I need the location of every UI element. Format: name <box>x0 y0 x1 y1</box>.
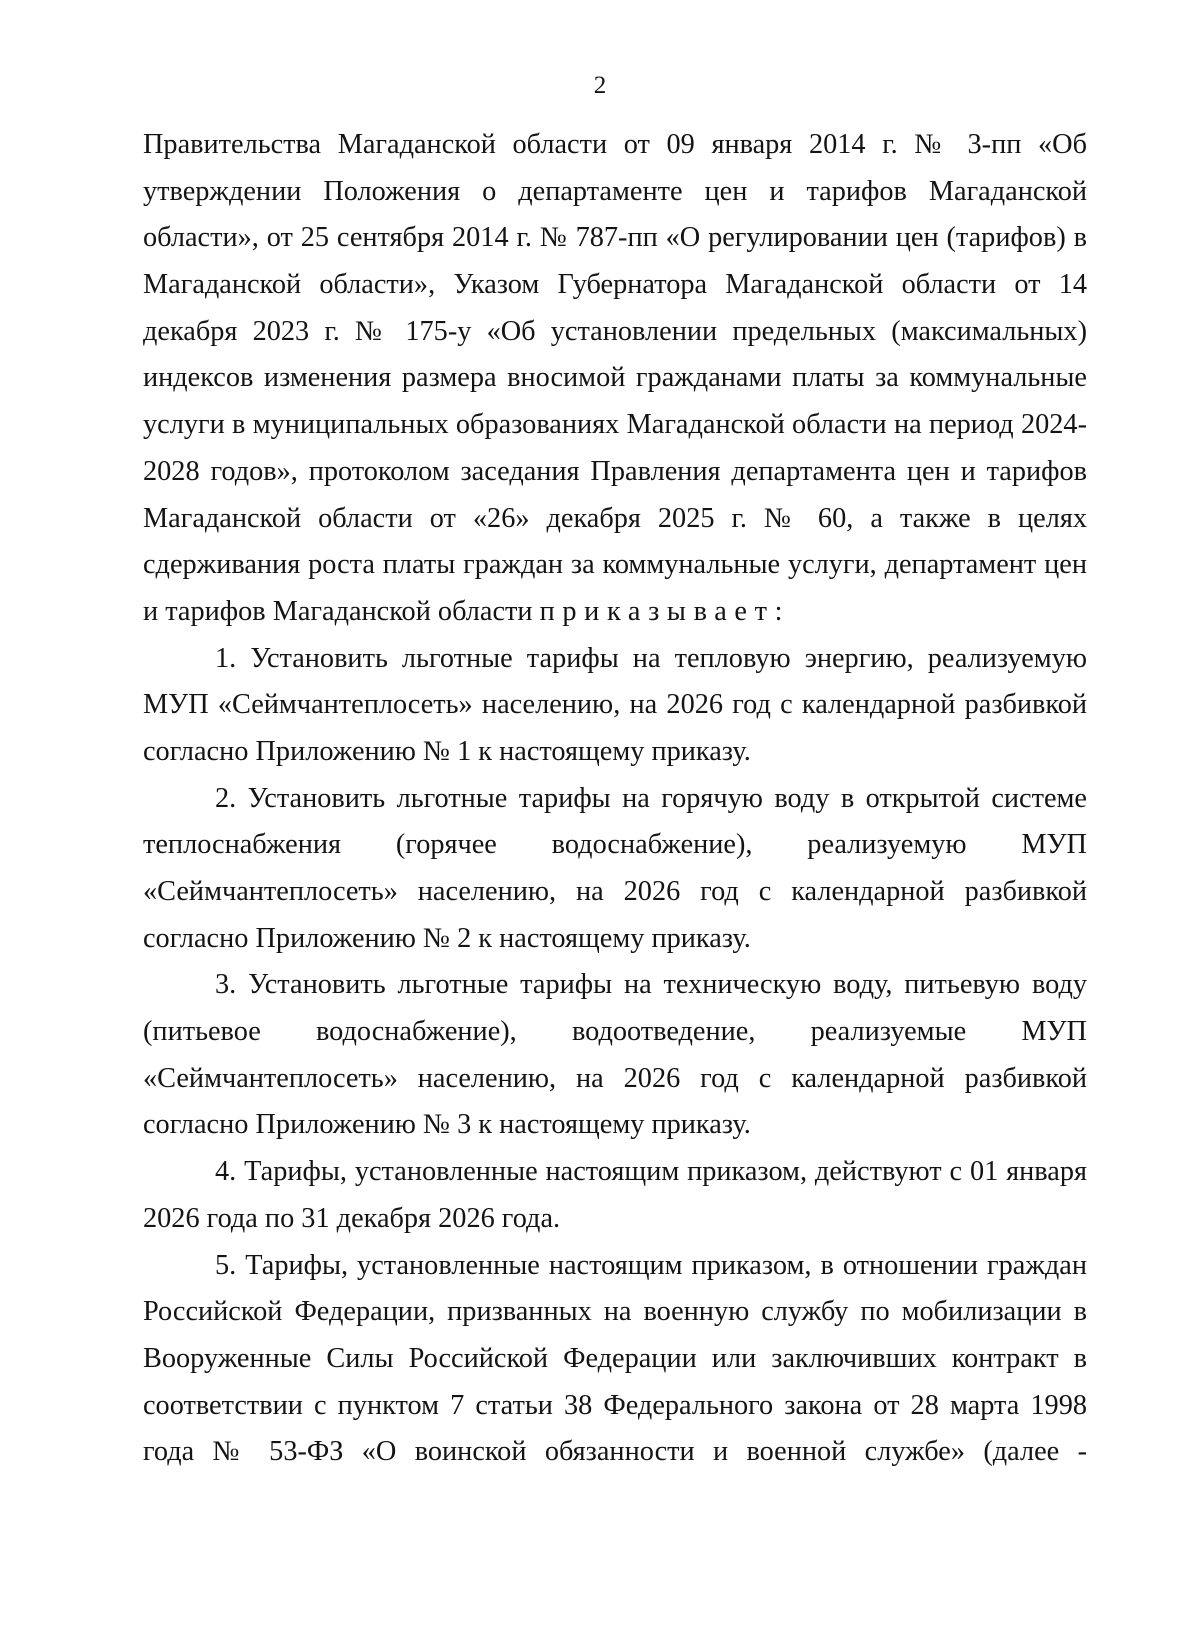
text-line <box>143 869 1087 916</box>
text-line <box>143 1243 1087 1290</box>
text-line-content: индексов изменения размера вносимой гражданами платы за коммунальные <box>143 362 1087 394</box>
text-line-content: 4. Тарифы, установленные настоящим приказом, действуют с 01 января <box>215 1156 1087 1188</box>
text-line <box>143 916 1087 963</box>
text-line <box>143 589 1087 636</box>
order-keyword: приказывает: <box>539 595 791 627</box>
text-line-content: Вооруженные Силы Российской Федерации или заключивших контракт в <box>143 1342 1087 1374</box>
text-line <box>143 729 1087 776</box>
text-line-content: согласно Приложению № 1 к настоящему приказу. <box>143 735 751 767</box>
text-line-content: Правительства Магаданской области от 09 января 2014 г. № 3-пп «Об <box>143 129 1087 160</box>
text-line-content: согласно Приложению № 3 к настоящему приказу. <box>143 1109 751 1141</box>
text-line-content: «Сеймчантеплосеть» населению, на 2026 год с календарной разбивкой <box>143 876 1087 907</box>
text-line <box>143 449 1087 496</box>
text-line <box>143 776 1087 823</box>
text-line <box>143 1102 1087 1149</box>
text-line-content: и тарифов Магаданской области <box>143 595 533 627</box>
text-line-content: согласно Приложению № 2 к настоящему приказу. <box>143 922 751 954</box>
text-line-content: утверждении Положения о департаменте цен и тарифов Магаданской <box>143 175 1087 207</box>
text-line-content: 2026 года по 31 декабря 2026 года. <box>143 1202 561 1234</box>
text-line <box>143 496 1087 543</box>
text-line-content: услуги в муниципальных образованиях Магаданской области на период 2024- <box>143 409 1087 441</box>
text-line <box>143 122 1087 169</box>
text-line-content: соответствии с пунктом 7 статьи 38 Федерального закона от 28 марта 1998 <box>143 1389 1087 1421</box>
text-line-content: 1. Установить льготные тарифы на тепловую энергию, реализуемую <box>215 642 1087 674</box>
page-number: 2 <box>593 72 607 99</box>
text-line-content: 3. Установить льготные тарифы на техническую воду, питьевую воду <box>215 969 1087 1001</box>
text-line <box>143 1289 1087 1336</box>
text-line <box>143 402 1087 449</box>
text-line <box>143 1149 1087 1196</box>
text-line-content: декабря 2023 г. № 175-у «Об установлении предельных (максимальных) <box>143 315 1087 347</box>
text-line <box>143 262 1087 309</box>
text-line <box>143 636 1087 683</box>
text-line-content: МУП «Сеймчантеплосеть» населению, на 2026 год с календарной разбивкой <box>143 689 1087 721</box>
text-line <box>143 822 1087 869</box>
text-line <box>143 309 1087 356</box>
text-line-content: года № 53-ФЗ «О воинской обязанности и военной службе» (далее - <box>143 1436 1087 1468</box>
text-line <box>143 1383 1087 1430</box>
text-line-content: «Сеймчантеплосеть» населению, на 2026 год с календарной разбивкой <box>143 1062 1087 1094</box>
text-line <box>143 962 1087 1009</box>
text-line <box>143 1196 1087 1243</box>
text-line <box>143 1429 1087 1476</box>
text-line-content: сдерживания роста платы граждан за коммунальные услуги, департамент цен <box>143 549 1087 581</box>
text-line <box>143 355 1087 402</box>
document-body <box>143 122 1087 1476</box>
text-line <box>143 1336 1087 1383</box>
text-line <box>143 169 1087 216</box>
text-line-content: Российской Федерации, призванных на военную службу по мобилизации в <box>143 1296 1087 1328</box>
text-line <box>143 682 1087 729</box>
text-line-content: 5. Тарифы, установленные настоящим приказом, в отношении граждан <box>215 1249 1087 1281</box>
text-line-content: 2028 годов», протоколом заседания Правления департамента цен и тарифов <box>143 455 1087 487</box>
text-line-content: Магаданской области», Указом Губернатора Магаданской области от 14 <box>143 269 1087 301</box>
text-line <box>143 542 1087 589</box>
text-line-content: (питьевое водоснабжение), водоотведение, реализуемые МУП <box>143 1016 1087 1048</box>
text-line-content: 2. Установить льготные тарифы на горячую воду в открытой системе <box>215 782 1087 814</box>
text-line <box>143 1056 1087 1103</box>
text-line <box>143 215 1087 262</box>
text-line-content: области», от 25 сентября 2014 г. № 787-пп «О регулировании цен (тарифов) в <box>143 222 1087 254</box>
text-line-content: Магаданской области от «26» декабря 2025 г. № 60, а также в целях <box>143 502 1087 534</box>
text-line <box>143 1009 1087 1056</box>
text-line-content: теплоснабжения (горячее водоснабжение), реализуемую МУП <box>143 829 1087 861</box>
